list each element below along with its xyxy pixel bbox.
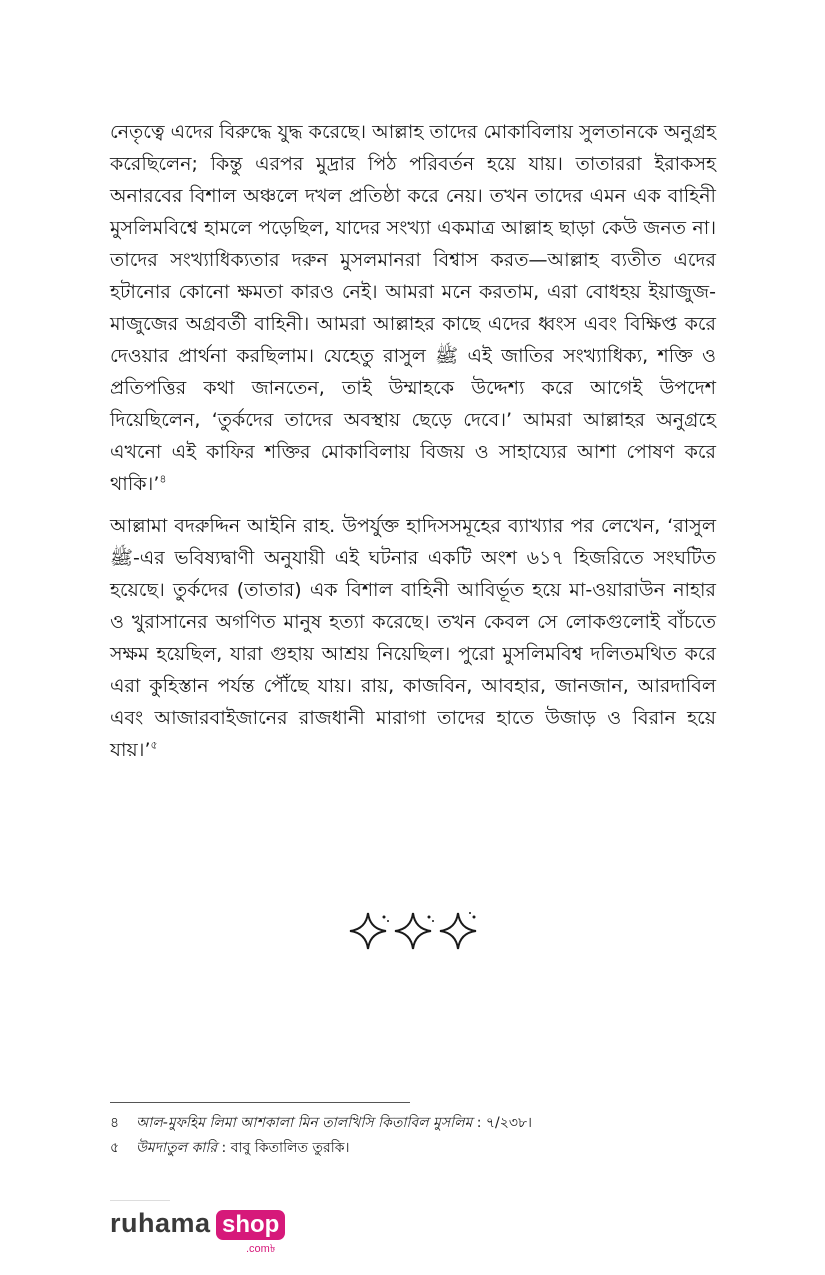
body-paragraph bbox=[110, 510, 716, 766]
footnote-number: ৫ bbox=[110, 1140, 120, 1156]
paragraph-text: আল্লামা বদরুদ্দিন আইনি রাহ. উপর্যুক্ত হাদিসসমূহের ব্যাখ্যার পর লেখেন, ‘রাসুল ﷺ-এর ভবিষ্যদ্বাণী অনুযায়ী এই ঘটনার একটি অংশ ৬১৭ হিজরিতে সংঘটিত হয়েছে। তুর্কদের (তাতার) এক বিশাল বাহিনী আবির্ভূত হয়ে মা-ওয়ারাউন নাহার ও খুরাসানের অগণিত মানুষ হত্যা করেছে। তখন কেবল সে লোকগুলোই বাঁচতে সক্ষম হয়েছিল, যারা গুহায় আশ্রয় নিয়েছিল। পুরো মুসলিমবিশ্ব দলিতমথিত করে এরা কুহিস্তান পর্যন্ত পৌঁছে যায়। রায়, কাজবিন, আবহার, জানজান, আরদাবিল এবং আজারবাইজানের রাজধানী মারাগা তাদের হাতে উজাড় ও বিরান হয়ে যায়।’ bbox=[110, 515, 716, 761]
footnote-marker[interactable]: ৪ bbox=[159, 472, 167, 486]
footnote-reference: : ৭/২৩৮। bbox=[472, 1115, 533, 1131]
footnote bbox=[110, 1138, 730, 1158]
logo-text: ruhama bbox=[110, 1208, 211, 1238]
footnote-number: ৪ bbox=[110, 1115, 120, 1131]
logo-suffix: .com৳ bbox=[246, 1243, 276, 1255]
logo-separator bbox=[110, 1200, 170, 1201]
star-ornament-icon bbox=[350, 913, 386, 949]
star-ornament-icon bbox=[440, 913, 476, 949]
logo-highlight: shop bbox=[216, 1210, 285, 1240]
footnote-separator bbox=[110, 1102, 410, 1103]
footnote-title: আল-মুফহিম লিমা আশকালা মিন তালখিসি কিতাবিল মুসলিম bbox=[136, 1115, 473, 1131]
footnote-title: উমদাতুল কারি bbox=[136, 1140, 218, 1156]
footnote-marker[interactable]: ৫ bbox=[150, 738, 158, 752]
body-paragraph bbox=[110, 116, 716, 500]
ornament-divider bbox=[348, 905, 478, 955]
paragraph-text: নেতৃত্বে এদের বিরুদ্ধে যুদ্ধ করেছে। আল্লাহ তাদের মোকাবিলায় সুলতানকে অনুগ্রহ করেছিলেন; কিন্তু এরপর মুদ্রার পিঠ পরিবর্তন হয়ে যায়। তাতাররা ইরাকসহ অনারবের বিশাল অঞ্চলে দখল প্রতিষ্ঠা করে নেয়। তখন তাদের এমন এক বাহিনী মুসলিমবিশ্বে হামলে পড়েছিল, যাদের সংখ্যা একমাত্র আল্লাহ ছাড়া কেউ জনত না। তাদের সংখ্যাধিক্যতার দরুন মুসলমানরা বিশ্বাস করত—আল্লাহ ব্যতীত এদের হটানোর কোনো ক্ষমতা কারও নেই। আমরা মনে করতাম, এরা বোধহয় ইয়াজুজ-মাজুজের অগ্রবর্তী বাহিনী। আমরা আল্লাহর কাছে এদের ধ্বংস এবং বিক্ষিপ্ত করে দেওয়ার প্রার্থনা করছিলাম। যেহেতু রাসুল ﷺ এই জাতির সংখ্যাধিক্য, শক্তি ও প্রতিপত্তির কথা জানতেন, তাই উম্মাহকে উদ্দেশ্য করে আগেই উপদেশ দিয়েছিলেন, ‘তুর্কদের তাদের অবস্থায় ছেড়ে দেবে।’ আমরা আল্লাহর অনুগ্রহে এখনো এই কাফির শক্তির মোকাবিলায় বিজয় ও সাহায্যের আশা পোষণ করে থাকি।’ bbox=[110, 121, 716, 495]
footnote bbox=[110, 1113, 730, 1133]
star-ornament-icon bbox=[395, 913, 431, 949]
footnote-reference: : বাবু কিতালিত তুরকি। bbox=[217, 1140, 350, 1156]
